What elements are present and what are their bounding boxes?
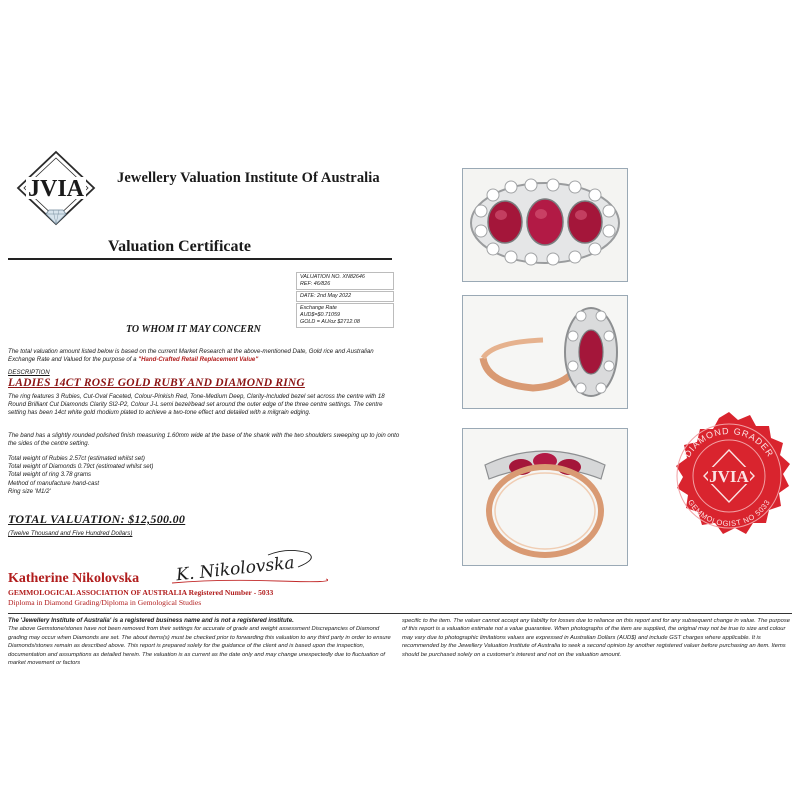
document-title: Valuation Certificate bbox=[108, 238, 251, 255]
valuation-date: DATE: 2nd May 2022 bbox=[296, 291, 394, 302]
description-label: DESCRIPTION bbox=[8, 369, 50, 376]
reference-number: REF: 46/826 bbox=[300, 281, 331, 287]
disclaimer-left-text: The above Gemstone/stones have not been removed from their settings for accurate of grade and weight assessment Discrepancies of Diamond grading may occur when Diamonds are set. The about items(s) must be checked prior to forwarding this valuation to any third party in order to ensure Diamonds/stones remain as described above. This report is prepared solely for the guidance of the client and is based upon the inspection, documentation and assumptions as detailed herein. The valuation is as current as the date only and may change unexpectedly due to fluctuation of market movement or factors bbox=[8, 626, 391, 667]
footer-divider bbox=[8, 613, 792, 614]
spec-item: Total weight of Diamonds 0.79ct (estimated whilst set) bbox=[8, 463, 154, 471]
total-valuation-words: (Twelve Thousand and Five Hundred Dollars) bbox=[8, 530, 133, 537]
ring-photo-side-view bbox=[462, 295, 628, 409]
disclaimer-heading: The 'Jewellery Institute of Australia' is a registered business name and is not a registered institute. bbox=[8, 617, 294, 624]
seal-top-text: DIAMOND GRADER bbox=[682, 425, 776, 460]
exchange-rate-value: AUD$=$0.71059 bbox=[300, 312, 341, 318]
signatory-name: Katherine Nikolovska bbox=[8, 571, 140, 586]
seal-center-text: JVIA bbox=[709, 467, 749, 486]
item-title: LADIES 14CT ROSE GOLD RUBY AND DIAMOND RING bbox=[8, 377, 305, 389]
description-paragraph: The ring features 3 Rubies, Cut-Oval Faceted, Colour-Pinkish Red, Tone-Medium Deep, Clarity-Included bezel set across the centre with 18 Round Brilliant Cut Diamonds Clarity SI2-P2, Colour J-L semi bezel/bead set around the outer edge of the three centre settings. The centre setting has been 14ct white gold rhodium plated to achieve a two-tone effect and detailed with a milgrain edging. bbox=[8, 393, 385, 417]
addressee: TO WHOM IT MAY CONCERN bbox=[126, 324, 261, 335]
disclaimer-left bbox=[8, 617, 398, 667]
spec-item: Ring size 'M1/2' bbox=[8, 487, 51, 495]
specifications-list bbox=[8, 455, 153, 496]
intro-paragraph bbox=[8, 348, 398, 364]
signatory-registration: GEMMOLOGICAL ASSOCIATION OF AUSTRALIA Registered Number - 5033 bbox=[8, 588, 274, 597]
valuation-meta-box bbox=[296, 272, 394, 329]
logo-text: JVIA bbox=[27, 176, 85, 202]
valuation-number: VALUATION NO. XN82646 REF: 46/826 bbox=[296, 272, 394, 290]
ring-photo-underside-view bbox=[462, 428, 628, 566]
intro-text: The total valuation amount listed below is based on the current Market Research at the above-mentioned Date, Gold rice and Australian Exchange Rate and Valued for the purpose of a bbox=[8, 348, 374, 363]
ring-photo-top-view bbox=[462, 168, 628, 282]
spec-item: Total weight of ring 3.78 grams bbox=[8, 471, 92, 479]
diamond-icon bbox=[46, 210, 66, 224]
total-valuation: TOTAL VALUATION: $12,500.00 bbox=[8, 512, 186, 526]
svg-text:K. Nikolovska: K. Nikolovska bbox=[175, 553, 296, 586]
seal-bottom-text: GEMMOLOGIST NO 5033 bbox=[686, 497, 772, 529]
jvia-logo bbox=[14, 150, 98, 230]
signatory-diploma: Diploma in Diamond Grading/Diploma in Gemological Studies bbox=[8, 598, 202, 607]
spec-item: Total weight of Rubies 2.57ct (estimated whilst set) bbox=[8, 455, 145, 462]
valuation-purpose: "Hand-Crafted Retail Replacement Value" bbox=[138, 356, 259, 363]
disclaimer-right: specific to the item. The valuer cannot accept any liability for losses due to reliance on this report and for any subsequent change in value. The purpose of this report is a valuation estimate not a value guarantee. When photographs of the item are supplied, the original may not be true to size and colour may vary due to photographic limitations values are expressed in Australian Dollars (AUD$) and include GST charges where applicable. It is recommended by the Jewellery Valuation Institute of Australia to seek a second opinion by another registered valuer before purchasing an item. Items should be purchased solely on a customer's interest and not on the valuation amount. bbox=[402, 618, 790, 658]
spec-item: Method of manufacture hand-cast bbox=[8, 479, 100, 487]
exchange-rate-label: Exchange Rate bbox=[300, 305, 337, 311]
organization-name: Jewellery Valuation Institute Of Australia bbox=[117, 170, 380, 186]
diamond-grader-seal bbox=[660, 410, 798, 548]
gold-price: GOLD = AU/oz $2712.08 bbox=[300, 319, 360, 325]
band-description-paragraph: The band has a slightly rounded polished finish measuring 1.60mm wide at the base of the shank with the two shoulders sweeping up to join onto the sides of the centre setting. bbox=[8, 432, 400, 448]
title-divider bbox=[8, 258, 392, 260]
exchange-rate-block bbox=[296, 303, 394, 328]
